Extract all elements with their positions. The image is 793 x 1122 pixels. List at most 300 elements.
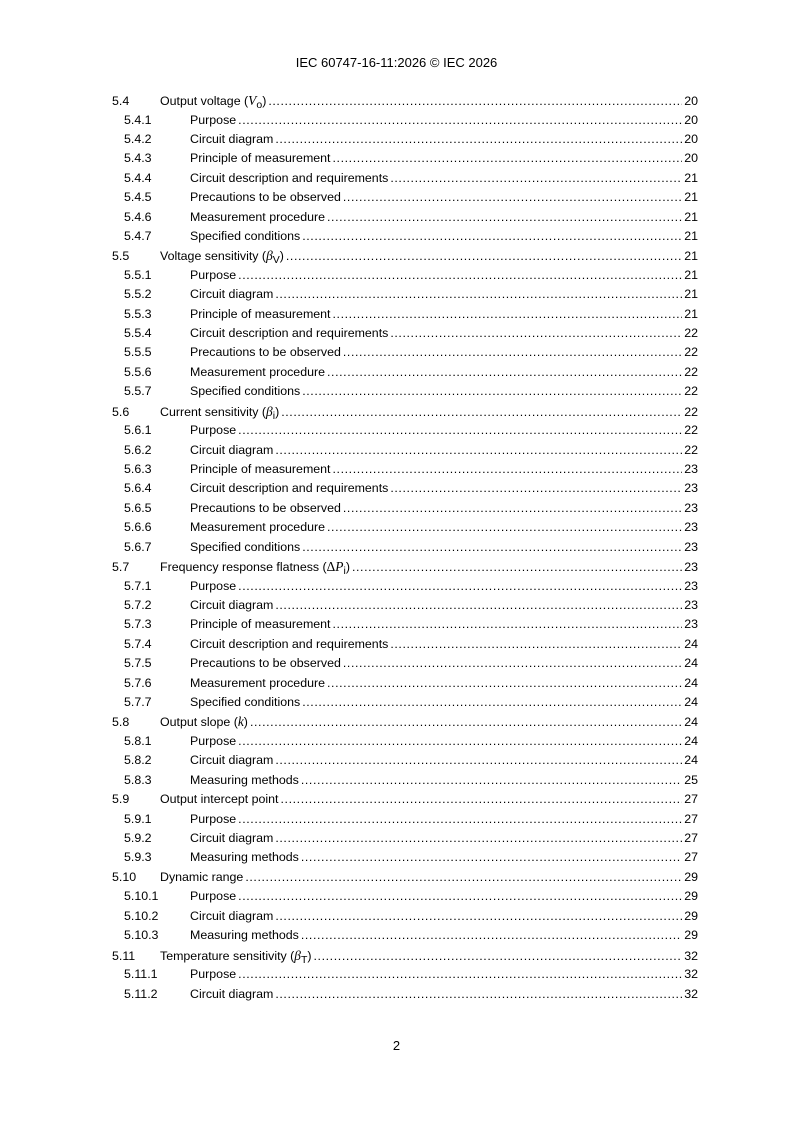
toc-title-part: Output intercept point [160,792,279,807]
toc-entry-title [190,889,236,904]
toc-title-part: i [343,564,346,577]
toc-entry-number: 5.6.4 [124,481,152,496]
toc-entry-number: 5.5.1 [124,267,152,282]
toc-entry-title [190,365,325,380]
toc-section-entry[interactable] [112,404,698,424]
toc-title-part: Measurement procedure [190,520,325,535]
toc-entry-title [190,695,300,710]
toc-entry-title [190,462,331,477]
toc-subsection-entry[interactable] [112,384,698,403]
toc-subsection-entry[interactable] [112,987,698,1006]
toc-title-part: Precautions to be observed [190,656,341,671]
toc-entry-number: 5.4.4 [124,170,152,185]
toc-subsection-entry[interactable] [112,617,698,636]
toc-section-entry[interactable] [112,870,698,890]
toc-title-part: ) [243,715,248,730]
toc-subsection-entry[interactable] [112,365,698,384]
toc-subsection-entry[interactable] [112,443,698,462]
dot-leader [275,443,682,458]
toc-page-number: 20 [684,112,698,127]
toc-page-number: 21 [684,267,698,282]
toc-page-number: 23 [684,578,698,593]
dot-leader [302,695,682,710]
toc-entry-number: 5.10.2 [124,908,159,923]
toc-page-number: 22 [684,423,698,438]
dot-leader [343,190,682,205]
toc-subsection-entry[interactable] [112,520,698,539]
toc-entry-number: 5.4.5 [124,190,152,205]
toc-page-number: 22 [684,345,698,360]
toc-page-number: 29 [684,889,698,904]
toc-page-number: 21 [684,209,698,224]
toc-page-number: 27 [684,792,698,807]
toc-entry-number: 5.7.6 [124,675,152,690]
dot-leader [333,151,683,166]
toc-entry-number: 5.6.5 [124,500,152,515]
toc-subsection-entry[interactable] [112,753,698,772]
toc-page-number: 32 [684,967,698,982]
toc-entry-number: 5.6 [112,404,130,419]
toc-subsection-entry[interactable] [112,656,698,675]
toc-entry-title [190,345,341,360]
dot-leader [238,812,682,827]
dot-leader [238,889,682,904]
toc-title-part: Purpose [190,889,237,904]
toc-page-number: 25 [684,772,698,787]
toc-entry-number: 5.5 [112,249,130,264]
toc-title-part: ) [262,94,267,108]
toc-title-part: Output voltage ( [160,94,249,108]
toc-title-part: Measurement procedure [190,364,325,379]
dot-leader [250,715,682,730]
toc-entry-number: 5.5.4 [124,326,152,341]
toc-title-part: V [248,93,257,108]
dot-leader [343,345,682,360]
toc-subsection-entry[interactable] [112,695,698,714]
toc-title-part: Specified conditions [190,539,301,554]
toc-subsection-entry[interactable] [112,229,698,248]
toc-title-part: Temperature sensitivity ( [160,948,295,963]
toc-entry-number: 5.10.3 [124,928,159,943]
dot-leader [245,870,682,885]
toc-entry-title [190,423,236,438]
dot-leader [275,987,682,1002]
toc-page-number: 23 [684,539,698,554]
toc-entry-title [190,676,325,691]
toc-entry-number: 5.7 [112,559,130,574]
toc-subsection-entry[interactable] [112,928,698,947]
toc-title-part: Principle of measurement [190,617,331,632]
toc-entry-number: 5.9 [112,792,130,807]
dot-leader [238,967,682,982]
toc-page-number: 24 [684,675,698,690]
toc-entry-title [190,579,236,594]
toc-entry-title [190,326,388,341]
toc-subsection-entry[interactable] [112,676,698,695]
toc-entry-number: 5.5.7 [124,384,152,399]
dot-leader [327,365,682,380]
dot-leader [333,617,683,632]
toc-title-part: β [266,248,273,264]
dot-leader [238,423,682,438]
toc-entry-number: 5.5.2 [124,287,152,302]
toc-section-entry[interactable] [112,714,698,734]
toc-subsection-entry[interactable] [112,132,698,151]
toc-entry-title [160,714,248,730]
toc-title-part: β [266,403,273,419]
toc-entry-title [190,753,273,768]
dot-leader [302,229,682,244]
dot-leader [390,326,682,341]
toc-page-number: 22 [684,384,698,399]
toc-entry-title [190,850,299,865]
toc-entry-title [190,384,300,399]
dot-leader [238,113,682,128]
toc-entry-number: 5.9.3 [124,850,152,865]
toc-entry-title [190,132,273,147]
toc-entry-title [160,404,279,420]
toc-page-number: 21 [684,190,698,205]
toc-page-number: 29 [684,908,698,923]
toc-title-part: Precautions to be observed [190,500,341,515]
toc-title-part: ) [275,404,280,419]
toc-entry-title [190,151,331,166]
toc-entry-title [190,637,388,652]
toc-subsection-entry[interactable] [112,326,698,345]
toc-entry-title [160,559,350,575]
toc-title-part: Voltage sensitivity ( [160,249,267,264]
toc-page-number: 22 [684,364,698,379]
toc-page-number: 22 [684,442,698,457]
toc-entry-title [160,792,278,807]
toc-entry-number: 5.11 [112,948,136,963]
dot-leader [390,637,682,652]
dot-leader [302,540,682,555]
toc-entry-number: 5.8.1 [124,733,152,748]
toc-entry-title [190,210,325,225]
dot-leader [238,734,682,749]
toc-title-part: Frequency response flatness ( [160,559,327,574]
toc-section-entry[interactable] [112,559,698,579]
dot-leader [286,249,682,264]
toc-page-number: 32 [684,986,698,1001]
toc-entry-title [190,928,299,943]
dot-leader [327,210,682,225]
toc-title-part: Dynamic range [160,869,244,884]
dot-leader [275,909,682,924]
toc-title-part: Circuit description and requirements [190,481,389,496]
dot-leader [275,753,682,768]
toc-page-number: 23 [684,462,698,477]
toc-entry-title [190,773,299,788]
toc-title-part: Circuit description and requirements [190,326,389,341]
toc-entry-number: 5.4.1 [124,112,152,127]
toc-title-part: Measuring methods [190,928,299,943]
toc-entry-title [190,831,273,846]
dot-leader [301,773,682,788]
toc-title-part: Circuit description and requirements [190,170,389,185]
toc-entry-title [190,501,341,516]
toc-title-part: o [256,99,263,111]
toc-entry-number: 5.8.2 [124,753,152,768]
toc-page-number: 27 [684,850,698,865]
dot-leader [275,287,682,302]
toc-entry-title [190,268,236,283]
toc-title-part: Purpose [190,967,237,982]
toc-subsection-entry[interactable] [112,967,698,986]
toc-title-part: Circuit diagram [190,131,274,146]
toc-entry-number: 5.7.2 [124,597,152,612]
toc-entry-number: 5.7.5 [124,656,152,671]
table-of-contents [112,93,698,1006]
toc-title-part: β [294,947,301,963]
toc-entry-number: 5.6.7 [124,539,152,554]
toc-entry-title [190,113,236,128]
dot-leader [281,405,682,420]
toc-title-part: Circuit diagram [190,753,274,768]
toc-subsection-entry[interactable] [112,579,698,598]
toc-title-part: Specified conditions [190,694,301,709]
toc-title-part: Circuit diagram [190,831,274,846]
toc-title-part: Purpose [190,578,237,593]
dot-leader [302,384,682,399]
toc-entry-number: 5.6.1 [124,423,152,438]
toc-page-number: 29 [684,869,698,884]
toc-subsection-entry[interactable] [112,831,698,850]
toc-page-number: 23 [684,520,698,535]
toc-entry-number: 5.6.3 [124,462,152,477]
toc-page-number: 24 [684,656,698,671]
toc-entry-title [160,248,284,267]
toc-entry-number: 5.8 [112,715,130,730]
toc-page-number: 23 [684,617,698,632]
dot-leader [268,94,682,109]
toc-title-part: V [272,254,280,267]
toc-title-part: Principle of measurement [190,151,331,166]
toc-entry-number: 5.7.3 [124,617,152,632]
toc-title-part: Precautions to be observed [190,345,341,360]
toc-title-part: k [237,714,244,730]
dot-leader [333,307,683,322]
toc-entry-title [190,540,300,555]
toc-title-part: Measurement procedure [190,675,325,690]
toc-title-part: Δ [326,558,336,574]
toc-subsection-entry[interactable] [112,481,698,500]
toc-page-number: 27 [684,811,698,826]
toc-entry-title [190,520,325,535]
toc-entry-title [190,481,388,496]
dot-leader [238,579,682,594]
toc-entry-title [190,229,300,244]
toc-entry-number: 5.9.2 [124,831,152,846]
toc-page-number: 24 [684,753,698,768]
dot-leader [275,598,682,613]
toc-entry-number: 5.10 [112,869,137,884]
toc-page-number: 21 [684,287,698,302]
toc-page-number: 21 [684,228,698,243]
toc-entry-number: 5.7.4 [124,636,152,651]
toc-entry-title [190,171,388,186]
toc-page-number: 24 [684,715,698,730]
toc-page-number: 24 [684,636,698,651]
toc-entry-number: 5.7.7 [124,694,152,709]
dot-leader [314,949,683,964]
dot-leader [390,171,682,186]
toc-entry-title [190,734,236,749]
toc-subsection-entry[interactable] [112,113,698,132]
toc-title-part: Circuit diagram [190,597,274,612]
document-header: IEC 60747-16-11:2026 © IEC 2026 [295,55,498,70]
toc-subsection-entry[interactable] [112,151,698,170]
toc-subsection-entry[interactable] [112,501,698,520]
toc-entry-number: 5.7.1 [124,578,152,593]
toc-entry-number: 5.4.2 [124,131,152,146]
toc-entry-number: 5.6.6 [124,520,152,535]
toc-entry-title [190,443,273,458]
toc-subsection-entry[interactable] [112,850,698,869]
dot-leader [343,501,682,516]
toc-page-number: 23 [684,559,698,574]
toc-title-part: Output slope ( [160,715,238,730]
toc-title-part: Circuit description and requirements [190,636,389,651]
toc-title-part: Precautions to be observed [190,190,341,205]
toc-page-number: 21 [684,249,698,264]
toc-title-part: T [300,953,308,966]
toc-entry-number: 5.4.6 [124,209,152,224]
toc-subsection-entry[interactable] [112,268,698,287]
dot-leader [275,132,682,147]
toc-title-part: Specified conditions [190,384,301,399]
toc-entry-number: 5.6.2 [124,442,152,457]
toc-section-entry[interactable] [112,248,698,268]
toc-subsection-entry[interactable] [112,909,698,928]
toc-title-part: ) [279,249,284,264]
toc-title-part: Current sensitivity ( [160,404,267,419]
toc-entry-title [190,967,236,982]
toc-title-part: Purpose [190,267,237,282]
dot-leader [327,520,682,535]
toc-entry-title [190,287,273,302]
toc-entry-title [190,598,273,613]
toc-entry-title [190,812,236,827]
dot-leader [301,928,682,943]
toc-page-number: 20 [684,131,698,146]
toc-title-part: Circuit diagram [190,442,274,457]
page-number: 2 [392,1038,401,1053]
toc-subsection-entry[interactable] [112,540,698,559]
toc-title-part: Principle of measurement [190,462,331,477]
toc-subsection-entry[interactable] [112,889,698,908]
toc-page-number: 27 [684,831,698,846]
toc-page-number: 20 [684,151,698,166]
toc-subsection-entry[interactable] [112,190,698,209]
toc-page-number: 23 [684,597,698,612]
toc-entry-title [190,190,341,205]
toc-entry-title [190,656,341,671]
toc-page-number: 24 [684,733,698,748]
toc-title-part: Specified conditions [190,228,301,243]
toc-page-number: 32 [684,948,698,963]
toc-entry-number: 5.5.3 [124,306,152,321]
toc-entry-number: 5.11.2 [124,986,158,1001]
toc-entry-title [160,948,312,964]
toc-subsection-entry[interactable] [112,462,698,481]
toc-section-entry[interactable] [112,792,698,812]
toc-subsection-entry[interactable] [112,345,698,364]
toc-title-part: Purpose [190,423,237,438]
toc-entry-number: 5.11.1 [124,967,158,982]
toc-title-part: Principle of measurement [190,306,331,321]
toc-page-number: 23 [684,481,698,496]
toc-subsection-entry[interactable] [112,637,698,656]
toc-title-part: ) [345,559,350,574]
toc-title-part: i [272,409,276,422]
toc-entry-title [190,307,331,322]
toc-page-number: 23 [684,500,698,515]
toc-subsection-entry[interactable] [112,598,698,617]
toc-entry-title [160,93,266,109]
toc-subsection-entry[interactable] [112,287,698,306]
toc-subsection-entry[interactable] [112,423,698,442]
toc-entry-number: 5.10.1 [124,889,159,904]
toc-page-number: 22 [684,326,698,341]
dot-leader [301,850,682,865]
toc-entry-number: 5.4.7 [124,228,152,243]
toc-title-part: P [335,558,344,574]
toc-entry-number: 5.5.5 [124,345,152,360]
toc-page-number: 24 [684,694,698,709]
toc-title-part: Purpose [190,811,237,826]
dot-leader [275,831,682,846]
toc-entry-number: 5.8.3 [124,772,152,787]
toc-page-number: 20 [684,94,698,108]
toc-subsection-entry[interactable] [112,171,698,190]
dot-leader [238,268,682,283]
toc-title-part: ) [307,948,312,963]
toc-entry-title [190,987,273,1002]
toc-entry-title [190,909,273,924]
toc-title-part: Purpose [190,112,237,127]
dot-leader [343,656,682,671]
toc-entry-number: 5.4 [112,94,130,108]
toc-section-entry[interactable] [112,948,698,968]
toc-title-part: Circuit diagram [190,287,274,302]
toc-subsection-entry[interactable] [112,210,698,229]
toc-subsection-entry[interactable] [112,307,698,326]
dot-leader [280,792,682,807]
toc-title-part: Circuit diagram [190,908,274,923]
toc-entry-title [190,617,331,632]
toc-page-number: 29 [684,928,698,943]
toc-subsection-entry[interactable] [112,734,698,753]
dot-leader [390,481,682,496]
toc-entry-number: 5.5.6 [124,364,152,379]
toc-section-entry[interactable] [112,93,698,113]
toc-page-number: 22 [684,404,698,419]
toc-title-part: Measurement procedure [190,209,325,224]
toc-subsection-entry[interactable] [112,812,698,831]
toc-page-number: 21 [684,306,698,321]
toc-entry-number: 5.9.1 [124,811,152,826]
toc-entry-number: 5.4.3 [124,151,152,166]
toc-subsection-entry[interactable] [112,773,698,792]
toc-title-part: Measuring methods [190,772,299,787]
dot-leader [352,560,682,575]
toc-entry-title [160,870,243,885]
toc-page-number: 21 [684,170,698,185]
dot-leader [327,676,682,691]
toc-title-part: Purpose [190,733,237,748]
